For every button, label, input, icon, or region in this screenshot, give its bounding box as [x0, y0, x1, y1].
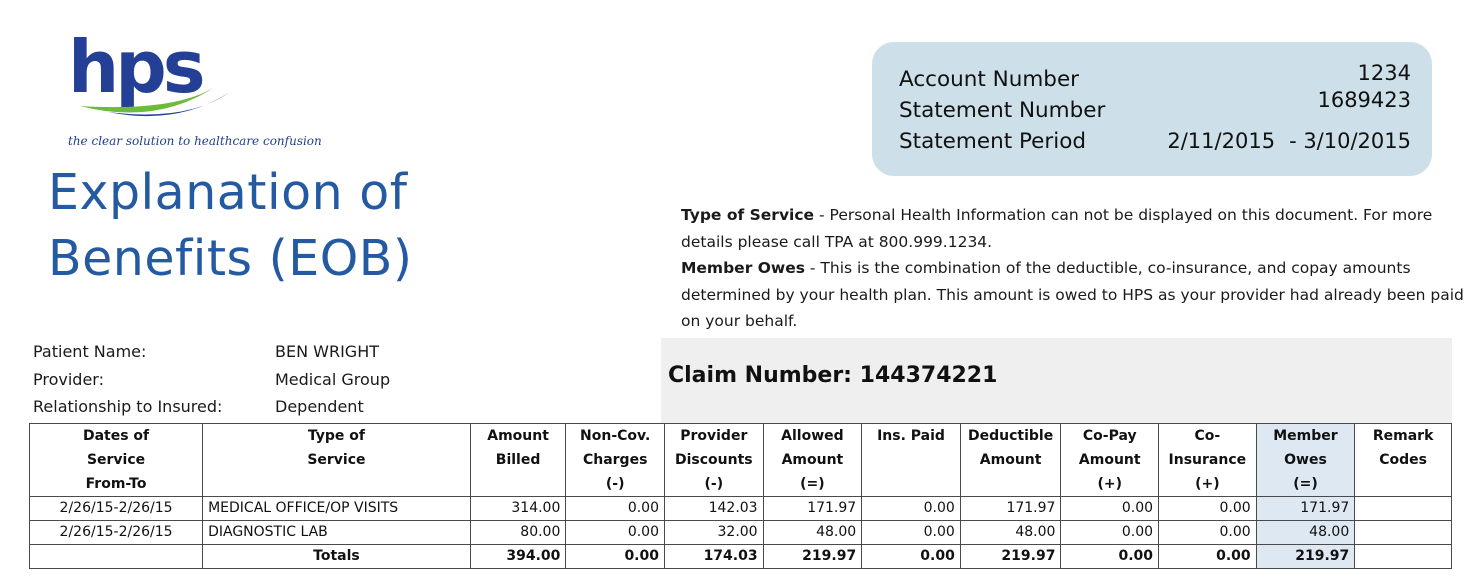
total-remark-codes	[1355, 545, 1452, 569]
cell-co-pay: 0.00	[1061, 521, 1159, 545]
account-labels	[899, 64, 1105, 157]
relationship-value: Dependent	[275, 397, 364, 416]
member-owes-label: Member Owes	[681, 259, 805, 277]
account-values	[1317, 60, 1411, 114]
hps-logo	[60, 30, 350, 155]
title-line-1: Explanation of	[48, 164, 408, 221]
cell-ins-paid: 0.00	[862, 521, 961, 545]
provider-label: Provider:	[33, 369, 104, 389]
statement-period-value	[1167, 129, 1411, 153]
statement-period-label: Statement Period	[899, 129, 1087, 154]
totals-label: Totals	[203, 545, 471, 569]
type-of-service-text: - Personal Health Information can not be displayed on this document. For more details please call TPA at 800.999.1234.	[681, 206, 1433, 251]
table-header-row	[30, 424, 1452, 497]
header-co-insurance: Co- Insurance (+)	[1159, 424, 1257, 497]
header-member-owes: Member Owes (=)	[1256, 424, 1355, 497]
cell-co-pay: 0.00	[1061, 497, 1159, 521]
total-co-pay: 0.00	[1061, 545, 1159, 569]
cell-dates: 2/26/15-2/26/15	[30, 497, 203, 521]
cell-non-cov-charges: 0.00	[566, 521, 665, 545]
type-of-service-label: Type of Service	[681, 206, 815, 224]
logo-tagline: the clear solution to healthcare confusion	[68, 134, 322, 148]
cell-deductible: 171.97	[960, 497, 1061, 521]
cell-member-owes: 171.97	[1256, 497, 1355, 521]
cell-allowed-amount: 48.00	[763, 521, 862, 545]
header-dates-of-service: Dates of Service From-To	[30, 424, 203, 497]
totals-row	[30, 545, 1452, 569]
period-start: 2/11/2015	[1167, 129, 1276, 153]
cell-remark-codes	[1355, 497, 1452, 521]
account-number-value: 1234	[1357, 61, 1411, 85]
relationship-row	[33, 393, 390, 421]
cell-co-insurance: 0.00	[1159, 497, 1257, 521]
total-amount-billed: 394.00	[470, 545, 566, 569]
header-co-pay-amount: Co-Pay Amount (+)	[1061, 424, 1159, 497]
cell-co-insurance: 0.00	[1159, 521, 1257, 545]
patient-name-row	[33, 338, 390, 366]
provider-value: Medical Group	[275, 369, 391, 389]
account-summary-box	[872, 42, 1432, 176]
header-ins-paid: Ins. Paid	[862, 424, 961, 497]
header-remark-codes: Remark Codes	[1355, 424, 1452, 497]
cell-dates: 2/26/15-2/26/15	[30, 521, 203, 545]
relationship-label: Relationship to Insured:	[33, 397, 223, 416]
cell-remark-codes	[1355, 521, 1452, 545]
cell-provider-discounts: 32.00	[664, 521, 763, 545]
type-of-service-note	[681, 202, 1471, 255]
statement-number-label: Statement Number	[899, 98, 1106, 123]
cell-member-owes: 48.00	[1256, 521, 1355, 545]
period-end: - 3/10/2015	[1289, 129, 1411, 153]
claim-number	[668, 363, 997, 388]
claims-table	[29, 423, 1452, 569]
claim-number-value: 144374221	[859, 363, 998, 388]
patient-name-value: BEN WRIGHT	[275, 342, 379, 361]
statement-number-value: 1689423	[1317, 88, 1411, 112]
total-deductible: 219.97	[960, 545, 1061, 569]
cell-amount-billed: 80.00	[470, 521, 566, 545]
hps-logo-mark	[68, 30, 228, 125]
claim-header	[661, 338, 1452, 423]
total-provider-discounts: 174.03	[664, 545, 763, 569]
cell-amount-billed: 314.00	[470, 497, 566, 521]
page-title	[48, 160, 488, 292]
table-row	[30, 497, 1452, 521]
header-allowed-amount: Allowed Amount (=)	[763, 424, 862, 497]
total-ins-paid: 0.00	[862, 545, 961, 569]
cell-allowed-amount: 171.97	[763, 497, 862, 521]
cell-ins-paid: 0.00	[862, 497, 961, 521]
member-owes-note	[681, 255, 1471, 335]
patient-info	[33, 338, 390, 421]
account-number-label: Account Number	[899, 67, 1080, 92]
totals-blank	[30, 545, 203, 569]
header-non-cov-charges: Non-Cov. Charges (-)	[566, 424, 665, 497]
claim-number-label: Claim Number:	[668, 363, 852, 388]
header-deductible-amount: Deductible Amount	[960, 424, 1061, 497]
total-allowed-amount: 219.97	[763, 545, 862, 569]
total-co-insurance: 0.00	[1159, 545, 1257, 569]
total-non-cov-charges: 0.00	[566, 545, 665, 569]
cell-type-of-service: DIAGNOSTIC LAB	[203, 521, 471, 545]
provider-row	[33, 366, 390, 394]
table-row	[30, 521, 1452, 545]
cell-type-of-service: MEDICAL OFFICE/OP VISITS	[203, 497, 471, 521]
cell-non-cov-charges: 0.00	[566, 497, 665, 521]
total-member-owes: 219.97	[1256, 545, 1355, 569]
eob-notes	[681, 202, 1471, 335]
title-line-2: Benefits (EOB)	[48, 230, 413, 287]
cell-deductible: 48.00	[960, 521, 1061, 545]
member-owes-text: - This is the combination of the deductible, co-insurance, and copay amounts determined by your health plan. This amount is owed to HPS as your provider had already been paid on your behalf.	[681, 259, 1464, 330]
patient-name-label: Patient Name:	[33, 342, 147, 361]
cell-provider-discounts: 142.03	[664, 497, 763, 521]
header-type-of-service: Type of Service	[203, 424, 471, 497]
header-amount-billed: Amount Billed	[470, 424, 566, 497]
logo-wordmark: hps	[68, 30, 202, 109]
header-provider-discounts: Provider Discounts (-)	[664, 424, 763, 497]
